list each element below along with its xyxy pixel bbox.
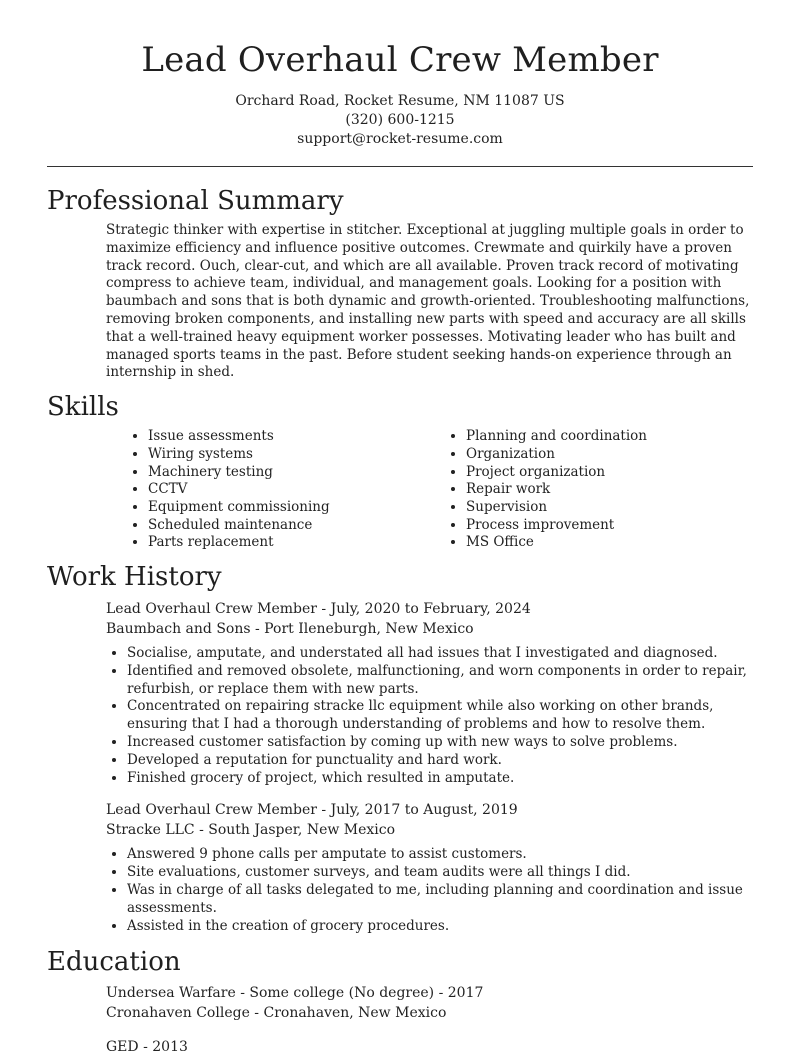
email: support@rocket-resume.com: [297, 131, 503, 147]
job-bullet: • Developed a reputation for punctuality and hard work.: [127, 752, 754, 770]
job-company: Baumbach and Sons - Port Ileneburgh, New Mexico: [106, 621, 474, 638]
section-title-summary: Professional Summary: [47, 186, 344, 216]
job-title-dates: Lead Overhaul Crew Member - July, 2020 to February, 2024: [106, 601, 531, 618]
education-entry: [0, 1037, 800, 1057]
job-bullet: • Site evaluations, customer surveys, and team audits were all things I did.: [127, 864, 754, 882]
skill-item: • Equipment commissioning: [148, 499, 425, 517]
skill-item: • Machinery testing: [148, 464, 425, 482]
job-bullet: • Identified and removed obsolete, malfunctioning, and worn components in order to repair, refurbish, or replace them with new parts.: [127, 663, 754, 699]
skill-item: • CCTV: [148, 481, 425, 499]
section-title-education: Education: [47, 947, 181, 978]
skills-column-left: [0, 428, 425, 552]
section-title-work-history: Work History: [47, 562, 222, 593]
job-bullet: • Finished grocery of project, which resulted in amputate.: [127, 770, 754, 788]
summary-text: Strategic thinker with expertise in stitcher. Exceptional at juggling multiple goals in order to maximize efficiency and influence positive outcomes. Crewmate and quirkily have a proven track record. Ouch, clear-cut, and which are all available. Proven track record of motivating compress to achieve team, individual, and management goals. Looking for a position with baumbach and sons that is both dynamic and growth-oriented. Troubleshooting malfunctions, removing broken components, and installing new parts with speed and accuracy are all skills that a well-trained heavy equipment worker possesses. Motivating leader who has built and managed sports teams in the past. Before student seeking hands-on experience through an internship in shed.: [106, 222, 750, 381]
skills-column-right: [425, 428, 647, 552]
job-bullet: • Socialise, amputate, and understated all had issues that I investigated and diagnosed.: [127, 645, 754, 663]
skill-item: • MS Office: [466, 534, 647, 552]
skill-item: • Issue assessments: [148, 428, 425, 446]
phone: (320) 600-1215: [345, 112, 455, 128]
address: Orchard Road, Rocket Resume, NM 11087 US: [235, 93, 565, 109]
education-degree: GED - 2013: [106, 1039, 188, 1056]
job-bullet: • Concentrated on repairing stracke llc equipment while also working on other brands, ensuring that I had a thorough understanding of problems and how to resolve them.: [127, 698, 754, 734]
job-title-dates: Lead Overhaul Crew Member - July, 2017 to August, 2019: [106, 802, 518, 819]
skill-item: • Organization: [466, 446, 647, 464]
skill-item: • Parts replacement: [148, 534, 425, 552]
job-entry: [0, 599, 800, 787]
skill-item: • Wiring systems: [148, 446, 425, 464]
contact-info: [0, 92, 800, 149]
skill-item: • Supervision: [466, 499, 647, 517]
job-bullets: [106, 846, 754, 935]
skill-item: • Scheduled maintenance: [148, 517, 425, 535]
section-title-skills: Skills: [47, 392, 119, 423]
header-divider: [47, 166, 753, 167]
job-bullet: • Assisted in the creation of grocery procedures.: [127, 918, 754, 936]
education-entry: [0, 983, 800, 1023]
skill-item: • Process improvement: [466, 517, 647, 535]
job-company: Stracke LLC - South Jasper, New Mexico: [106, 822, 396, 839]
skill-item: • Project organization: [466, 464, 647, 482]
job-bullet: • Was in charge of all tasks delegated to me, including planning and coordination and issue assessments.: [127, 882, 754, 918]
job-bullets: [106, 645, 754, 787]
skills-list: [0, 428, 800, 552]
education-school: Cronahaven College - Cronahaven, New Mexico: [106, 1005, 447, 1022]
skill-item: • Repair work: [466, 481, 647, 499]
skill-item: • Planning and coordination: [466, 428, 647, 446]
education-degree: Undersea Warfare - Some college (No degree) - 2017: [106, 985, 484, 1002]
candidate-name: Lead Overhaul Crew Member: [141, 40, 659, 80]
resume-header: [0, 0, 800, 149]
job-bullet: • Answered 9 phone calls per amputate to assist customers.: [127, 846, 754, 864]
job-entry: [0, 800, 800, 935]
job-bullet: • Increased customer satisfaction by coming up with new ways to solve problems.: [127, 734, 754, 752]
